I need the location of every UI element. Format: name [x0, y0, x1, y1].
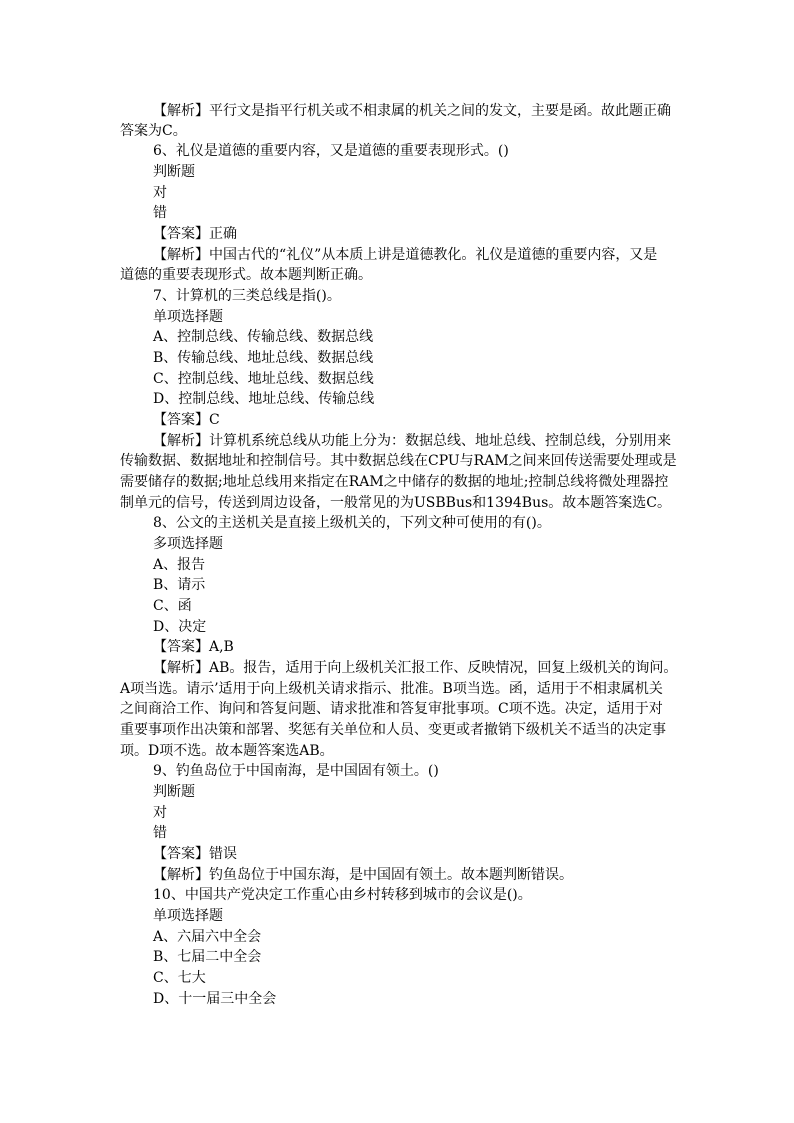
analysis-5-line-2: 答案为C。: [120, 123, 187, 139]
analysis-7-line-4: 制单元的信号，传送到周边设备，一般常见的为USBBus和1394Bus。故本题答案选C。: [120, 495, 671, 511]
answer-7: 【答案】C: [153, 412, 220, 428]
answer-9: 【答案】错误: [153, 846, 237, 862]
question-8-option-c: C、函: [153, 598, 192, 614]
question-7-option-c: C、控制总线、地址总线、数据总线: [153, 371, 374, 387]
question-10: 10、中国共产党决定工作重心由乡村转移到城市的会议是()。: [153, 887, 532, 903]
question-8-option-d: D、决定: [153, 619, 207, 635]
question-6-option-false: 错: [153, 205, 167, 221]
question-9-option-true: 对: [153, 805, 167, 821]
question-10-type: 单项选择题: [153, 908, 223, 924]
answer-8: 【答案】A,B: [153, 639, 234, 655]
question-10-option-a: A、六届六中全会: [153, 929, 262, 945]
analysis-8-line-2: A项当选。请示’适用于向上级机关请求指示、批准。B项当选。函，适用于不相隶属机关: [120, 681, 663, 697]
analysis-8-line-4: 重要事项作出决策和部署、奖惩有关单位和人员、变更或者撤销下级机关不适当的决定事: [120, 722, 666, 738]
analysis-7-line-1: 【解析】计算机系统总线从功能上分为：数据总线、地址总线、控制总线，分别用来: [153, 433, 671, 449]
question-7-option-d: D、控制总线、地址总线、传输总线: [153, 391, 375, 407]
analysis-8-line-1: 【解析】AB。报告，适用于向上级机关汇报工作、反映情况，回复上级机关的询问。: [153, 660, 678, 676]
analysis-9: 【解析】钓鱼岛位于中国东海，是中国固有领土。故本题判断错误。: [153, 867, 573, 883]
question-8: 8、公文的主送机关是直接上级机关的，下列文种可使用的有()。: [153, 515, 551, 531]
question-7-option-a: A、控制总线、传输总线、数据总线: [153, 329, 374, 345]
question-8-type: 多项选择题: [153, 536, 223, 552]
question-9-type: 判断题: [153, 784, 195, 800]
answer-6: 【答案】正确: [153, 226, 237, 242]
analysis-8-line-5: 项。D项不选。故本题答案选AB。: [120, 743, 334, 759]
question-7-option-b: B、传输总线、地址总线、数据总线: [153, 350, 374, 366]
analysis-7-line-2: 传输数据、数据地址和控制信号。其中数据总线在CPU与RAM之间来回传送需要处理或是: [120, 453, 677, 469]
analysis-5-line-1: 【解析】平行文是指平行机关或不相隶属的机关之间的发文，主要是函。故此题正确: [153, 103, 671, 119]
analysis-6-line-1: 【解析】中国古代的“礼仪”从本质上讲是道德教化。礼仪是道德的重要内容，又是: [153, 247, 658, 263]
question-7-type: 单项选择题: [153, 309, 223, 325]
analysis-8-line-3: 之间商洽工作、询问和答复问题、请求批准和答复审批事项。C项不选。决定，适用于对: [120, 701, 663, 717]
question-10-option-d: D、十一届三中全会: [153, 991, 277, 1007]
question-10-option-c: C、七大: [153, 970, 206, 986]
analysis-6-line-2: 道德的重要表现形式。故本题判断正确。: [120, 267, 372, 283]
analysis-7-line-3: 需要储存的数据;地址总线用来指定在RAM之中储存的数据的地址;控制总线将微处理器控: [120, 474, 669, 490]
question-9-option-false: 错: [153, 825, 167, 841]
question-6-option-true: 对: [153, 185, 167, 201]
question-8-option-a: A、报告: [153, 557, 206, 573]
question-8-option-b: B、请示: [153, 577, 206, 593]
question-9: 9、钓鱼岛位于中国南海，是中国固有领土。(): [153, 763, 439, 779]
question-7: 7、计算机的三类总线是指()。: [153, 288, 341, 304]
question-6: 6、礼仪是道德的重要内容，又是道德的重要表现形式。(): [153, 143, 509, 159]
question-6-type: 判断题: [153, 164, 195, 180]
question-10-option-b: B、七届二中全会: [153, 949, 262, 965]
